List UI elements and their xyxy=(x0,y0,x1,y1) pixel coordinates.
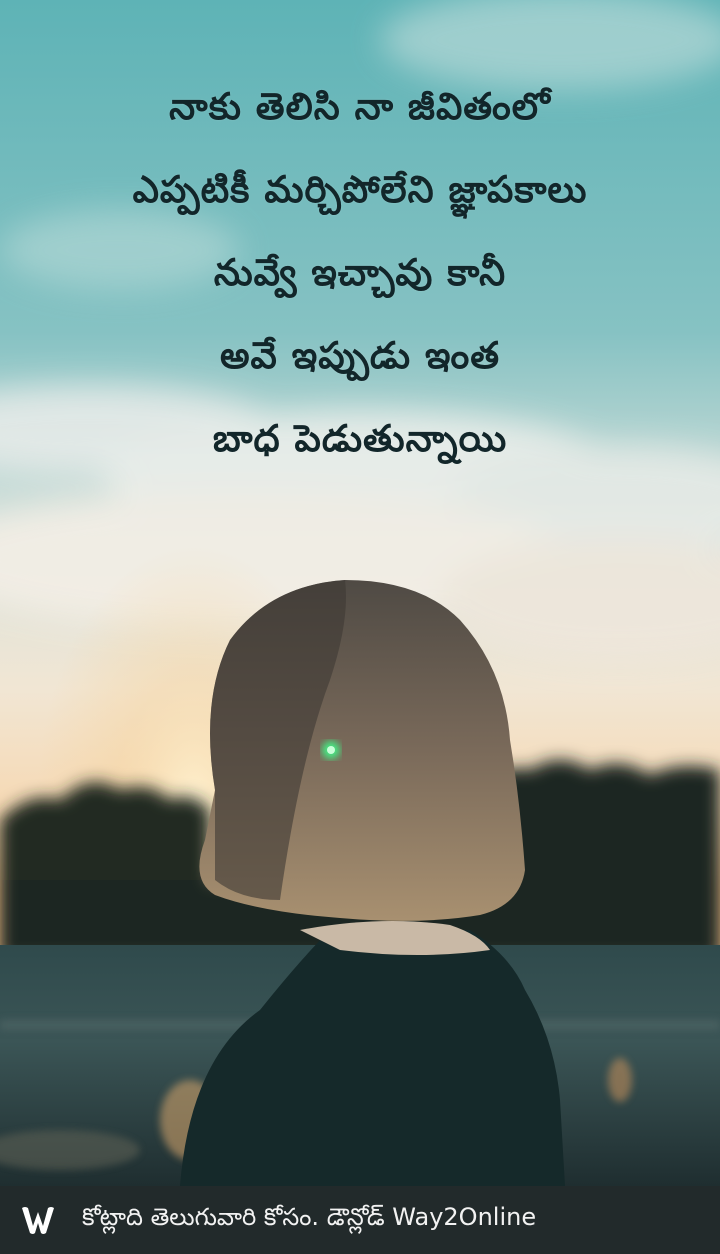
quote-line-4: అవే ఇప్పుడు ఇంత xyxy=(219,334,501,377)
way2online-footer[interactable] xyxy=(0,1186,720,1254)
quote-line-5: బాధ పెడుతున్నాయి xyxy=(212,417,508,460)
footer-download-text[interactable]: కోట్లాది తెలుగువారి కోసం. డౌన్లోడ్ Way2Online xyxy=(82,1203,537,1231)
telugu-quote xyxy=(0,85,720,503)
quote-line-1: నాకు తెలిసి నా జీవితంలో xyxy=(169,85,551,128)
quote-line-3: నువ్వే ఇచ్చావు కానీ xyxy=(213,251,507,294)
way2online-w-logo-icon xyxy=(20,1202,56,1238)
quote-line-2: ఎప్పటికీ మర్చిపోలేని జ్ఞాపకాలు xyxy=(132,168,588,211)
